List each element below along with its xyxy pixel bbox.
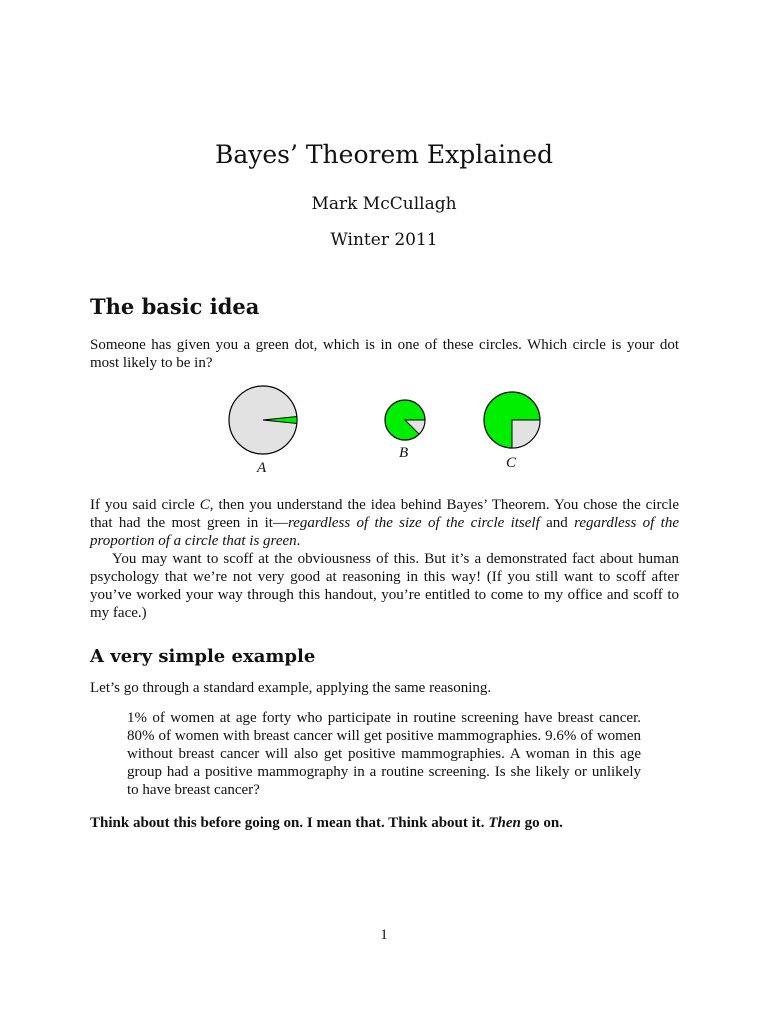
think-text-1: Think about this before going on. I mean that. Think about it.	[90, 815, 489, 831]
document-date: Winter 2011	[330, 230, 438, 250]
circles-figure	[200, 376, 580, 486]
think-text-2: go on.	[520, 815, 563, 831]
answer-emphasis-1: regardless of the size of the circle itself	[287, 515, 540, 531]
answer-paragraph	[90, 496, 679, 550]
think-paragraph	[90, 814, 679, 832]
answer-text-2: , then you understand the idea behind Bayes’ Theorem. You chose the circle that had the most green in it—	[90, 497, 679, 531]
page-number: 1	[380, 927, 388, 943]
example-quote: 1% of women at age forty who participate in routine screening have breast cancer. 80% of women with breast cancer will get positive mammographies. 9.6% of women without breast cancer will also get positive mammographies. A woman in this age group had a positive mammography in a routine screening. Is she likely or unlikely to have breast cancer?	[127, 710, 641, 798]
circle-label-c: C	[506, 455, 517, 471]
answer-text-3: and	[539, 515, 575, 531]
lead-paragraph: Let’s go through a standard example, applying the same reasoning.	[90, 680, 492, 696]
scoff-paragraph: You may want to scoff at the obviousness of this. But it’s a demonstrated fact about human psychology that we’re not very good at reasoning in this way! (If you still want to scoff after you’ve worked your way through this handout, you’re entitled to come to my office and scoff to my face.)	[90, 551, 679, 621]
answer-emphasis-2: regardless of the proportion of a circle that is green	[90, 515, 679, 549]
circle-a	[229, 386, 297, 454]
circle-label-b: B	[399, 445, 409, 461]
circle-b	[385, 400, 425, 440]
answer-text-1: If you said circle	[90, 497, 200, 513]
section-heading-simple-example: A very simple example	[90, 646, 316, 667]
section-heading-basic-idea: The basic idea	[90, 294, 260, 319]
think-emphasis: Then	[488, 815, 521, 831]
circle-label-a: A	[257, 460, 267, 476]
answer-text-4: .	[296, 533, 301, 549]
answer-circle-name: C	[199, 497, 210, 513]
intro-paragraph: Someone has given you a green dot, which is in one of these circles. Which circle is your dot most likely to be in?	[90, 337, 679, 371]
page-title: Bayes’ Theorem Explained	[214, 140, 554, 169]
author-name: Mark McCullagh	[311, 194, 457, 214]
circle-c	[484, 392, 540, 448]
